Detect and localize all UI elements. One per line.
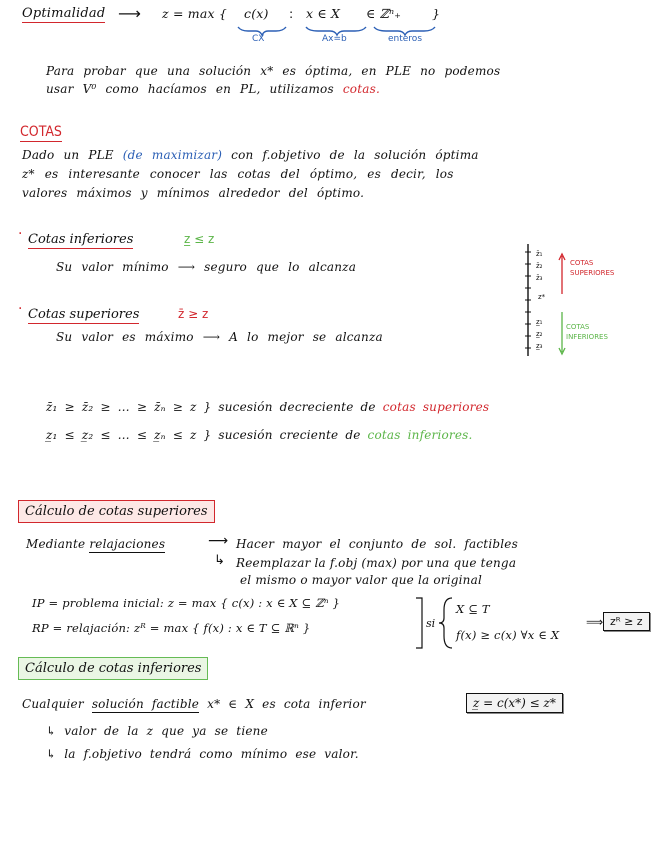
diagram-upper-3: z̄₃ (536, 274, 543, 282)
bullet-icon: · (18, 301, 23, 317)
diagram-lower-2: z̲₂ (536, 330, 543, 338)
arrow-icon: ⟶ (208, 533, 229, 549)
diagram-lower-3: z̲₃ (536, 342, 543, 350)
term-x: x ∈ X (306, 6, 341, 21)
diagram-mid: z* (538, 293, 546, 301)
calc-sup-cond-1: X ⊆ T (456, 602, 490, 616)
arrow-icon: ⟶ (118, 4, 142, 23)
bullet-icon: · (18, 226, 23, 242)
calc-inf-title: Cálculo de cotas inferiores (18, 657, 208, 680)
optimality-label: Optimalidad (22, 6, 106, 21)
calc-inf-note-2: ↳ la f.objetivo tendrá como mínimo ese valor. (46, 747, 359, 761)
calc-inf-result: z̲ = c(x*) ≤ z* (466, 693, 563, 713)
cotas-line-3: valores máximos y mínimos alrededor del óptimo. (22, 186, 365, 200)
brace-label-ax: Ax=b (322, 34, 347, 44)
formula-close: } (432, 6, 441, 21)
calc-sup-title: Cálculo de cotas superiores (18, 500, 215, 523)
diagram-lower-text: COTAS INFERIORES (566, 323, 608, 341)
cotas-heading: COTAS (20, 124, 62, 140)
calc-sup-si: si (426, 617, 436, 630)
superiores-title: Cotas superiores (28, 307, 140, 322)
inferiores-title: Cotas inferiores (28, 232, 134, 247)
calc-sup-option-2-line-1: Reemplazar la f.obj (max) por una que tenga (236, 556, 517, 570)
brace-label-cx: CX (252, 34, 265, 44)
hook-arrow-icon: ↳ (214, 553, 225, 568)
calc-sup-option-2-line-2: el mismo o mayor valor que la original (240, 573, 482, 587)
calc-inf-note-1: ↳ valor de la z que ya se tiene (46, 724, 268, 738)
implies-icon: ⟹ (586, 615, 604, 629)
cotas-line-1: Dado un PLE (de maximizar) con f.objetivo de la solución óptima (22, 148, 479, 162)
diagram-lower-1: z̲₁ (536, 318, 543, 326)
sequence-inferiores: z̲₁ ≤ z̲₂ ≤ … ≤ z̲ₙ ≤ z } sucesión creciente de cotas inferiores. (46, 428, 473, 442)
cotas-line-2: z* es interesante conocer las cotas del óptimo, es decir, los (22, 167, 454, 181)
intro-line-2: usar V⁰ como hacíamos en PL, utilizamos cotas. (46, 82, 380, 96)
calc-sup-via: Mediante relajaciones (26, 537, 166, 551)
diagram-upper-text: COTAS SUPERIORES (570, 259, 615, 277)
diagram-upper-2: z̄₂ (536, 262, 543, 270)
inferiores-formula: z̲ ≤ z (184, 232, 215, 246)
term-cx: c(x) (244, 6, 269, 21)
intro-line-1: Para probar que una solución x* es óptima, en PLE no podemos (46, 64, 501, 78)
term-z: ∈ ℤⁿ₊ (366, 6, 402, 21)
calc-sup-ip: IP = problema inicial: z = max { c(x) : x ∈ X ⊆ ℤⁿ } (32, 596, 341, 610)
calc-sup-option-1: Hacer mayor el conjunto de sol. factibles (236, 537, 518, 551)
sequence-superiores: z̄₁ ≥ z̄₂ ≥ … ≥ z̄ₙ ≥ z } sucesión decreciente de cotas superiores (46, 400, 490, 414)
inferiores-desc: Su valor mínimo ⟶ seguro que lo alcanza (56, 260, 357, 274)
calc-sup-cond-2: f(x) ≥ c(x) ∀x ∈ X (456, 628, 560, 642)
diagram-upper-1: z̄₁ (536, 250, 543, 258)
calc-inf-line: Cualquier solución factible x* ∈ X es cota inferior (22, 697, 366, 711)
superiores-formula: z̄ ≥ z (178, 307, 209, 321)
brace-label-int: enteros (388, 34, 423, 44)
formula-prefix: z = max { (162, 6, 228, 21)
calc-sup-rp: RP = relajación: zᴿ = max { f(x) : x ∈ T ⊆ ℝⁿ } (32, 621, 311, 635)
formula-separator: : (289, 6, 294, 21)
superiores-desc: Su valor es máximo ⟶ A lo mejor se alcanza (56, 330, 383, 344)
calc-sup-result: zᴿ ≥ z (603, 612, 650, 631)
